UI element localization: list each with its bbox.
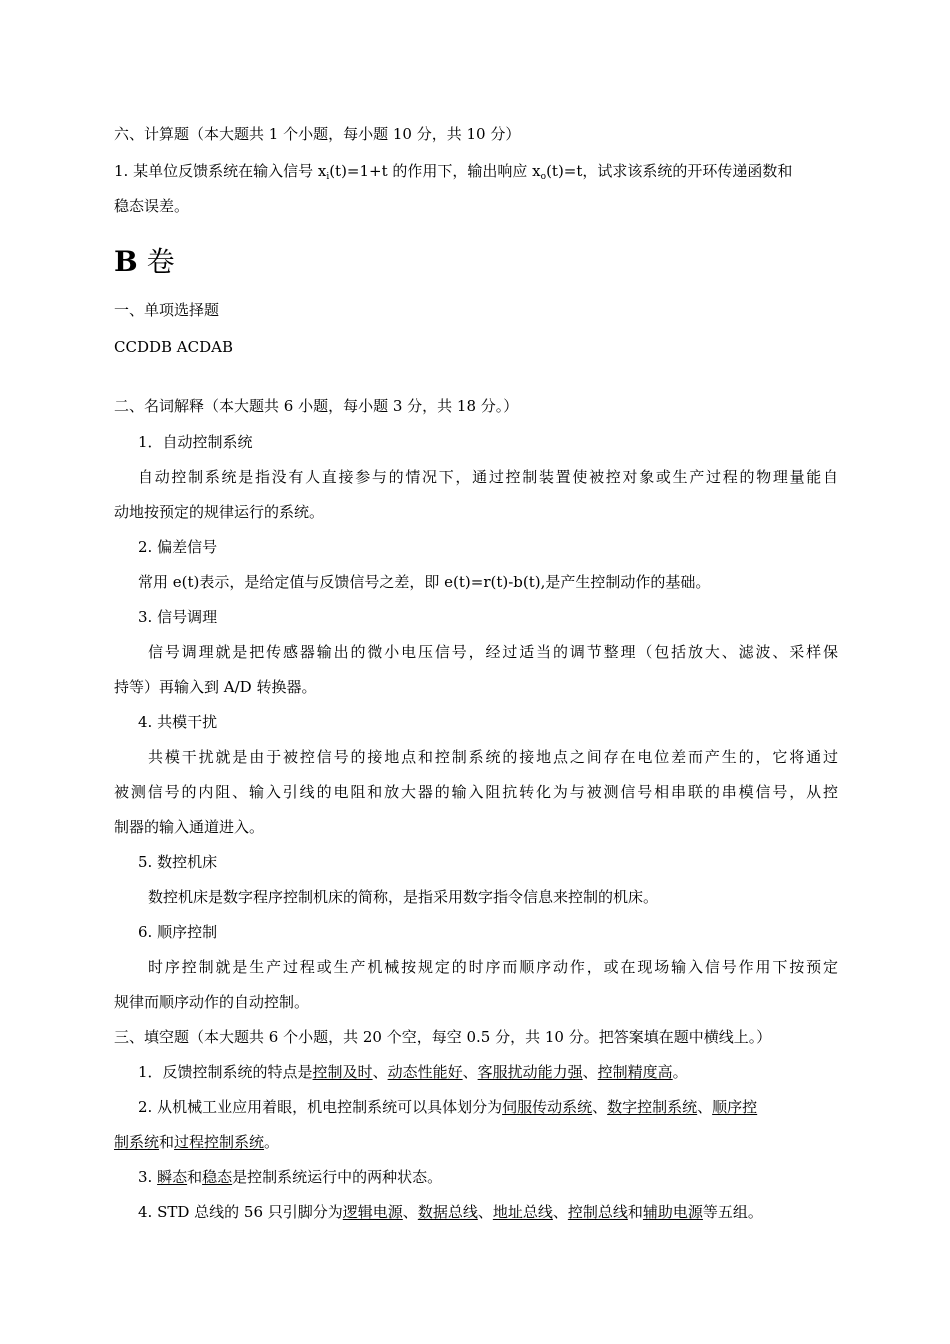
- fill-question-4: [138, 1202, 862, 1222]
- conjunction: 和: [187, 1168, 203, 1186]
- fill-q3-answer-1: 瞬态: [157, 1168, 188, 1186]
- term-6-title: 6. 顺序控制: [138, 923, 218, 941]
- fill-q1-answer-4: 控制精度高: [597, 1063, 673, 1081]
- separator: 、: [462, 1063, 478, 1081]
- fill-q3-prefix: 3.: [138, 1168, 158, 1186]
- fill-q2-prefix: 2. 从机械工业应用着眼，机电控制系统可以具体划分为: [138, 1098, 503, 1116]
- section-3-heading: 三、填空题（本大题共 6 个小题，共 20 个空，每空 0.5 分，共 10 分。把答案填在题中横线上。）: [114, 1028, 772, 1046]
- fill-q4-prefix: 4. STD 总线的 56 只引脚分为: [138, 1203, 343, 1221]
- section-6-heading: 六、计算题（本大题共 1 个小题，每小题 10 分，共 10 分）: [114, 125, 521, 143]
- fill-q3-answer-2: 稳态: [202, 1168, 233, 1186]
- fill-question-2-line2: [114, 1132, 838, 1152]
- separator: 、: [402, 1203, 418, 1221]
- term-4-def-line2: 被测信号的内阻、输入引线的电阻和放大器的输入阻抗转化为与被测信号相串联的串模信号，从控: [114, 783, 838, 801]
- fill-question-2: [138, 1097, 838, 1117]
- fill-q4-suffix: 等五组。: [702, 1203, 763, 1221]
- fill-q1-answer-2: 动态性能好: [387, 1063, 463, 1081]
- term-1-title: 1．自动控制系统: [138, 433, 253, 451]
- fill-q2-answer-3-part2: 制系统: [114, 1133, 160, 1151]
- fill-q2-answer-2: 数字控制系统: [607, 1098, 698, 1116]
- term-4-title: 4. 共模干扰: [138, 713, 218, 731]
- separator: 、: [582, 1063, 598, 1081]
- separator: 、: [372, 1063, 388, 1081]
- term-3-def-line1: 信号调理就是把传感器输出的微小电压信号，经过适当的调节整理（包括放大、滤波、采样保: [148, 643, 838, 661]
- subscript-o: o: [540, 172, 547, 182]
- fill-q2-answer-3-part1: 顺序控: [712, 1098, 758, 1116]
- fill-q4-answer-1: 逻辑电源: [342, 1203, 403, 1221]
- term-1-def-line2: 动地按预定的规律运行的系统。: [114, 503, 325, 521]
- fill-q3-suffix: 是控制系统运行中的两种状态。: [232, 1168, 443, 1186]
- term-4-def-line1: 共模干扰就是由于被控信号的接地点和控制系统的接地点之间存在电位差而产生的，它将通过: [148, 748, 838, 766]
- fill-question-3: [138, 1167, 862, 1187]
- term-5-title: 5. 数控机床: [138, 853, 218, 871]
- choice-answers: CCDDB ACDAB: [114, 338, 233, 356]
- fill-q2-answer-4: 过程控制系统: [174, 1133, 265, 1151]
- term-2-title: 2. 偏差信号: [138, 538, 218, 556]
- period: 。: [672, 1063, 688, 1081]
- term-6-def-line1: 时序控制就是生产过程或生产机械按规定的时序而顺序动作，或在现场输入信号作用下按预定: [148, 958, 838, 976]
- separator: 、: [477, 1203, 493, 1221]
- conjunction: 和: [627, 1203, 643, 1221]
- term-3-def-line2: 持等）再输入到 A/D 转换器。: [114, 678, 317, 696]
- calc-question-1: [114, 161, 838, 181]
- fill-question-1: [138, 1062, 862, 1082]
- calc-q1-text-a: 1. 某单位反馈系统在输入信号 x: [114, 162, 327, 180]
- fill-q4-answer-5: 辅助电源: [642, 1203, 703, 1221]
- fill-q4-answer-4: 控制总线: [567, 1203, 628, 1221]
- term-3-title: 3. 信号调理: [138, 608, 218, 626]
- fill-q1-prefix: 1．反馈控制系统的特点是: [138, 1063, 313, 1081]
- calc-q1-text-b: (t)=1+t 的作用下，输出响应 x: [329, 162, 541, 180]
- section-2-heading: 二、名词解释（本大题共 6 小题，每小题 3 分，共 18 分。）: [114, 397, 519, 415]
- fill-q4-answer-2: 数据总线: [417, 1203, 478, 1221]
- conjunction: 和: [159, 1133, 175, 1151]
- term-1-def-line1: 自动控制系统是指没有人直接参与的情况下，通过控制装置使被控对象或生产过程的物理量能自: [138, 468, 838, 486]
- fill-q2-answer-1: 伺服传动系统: [502, 1098, 593, 1116]
- paper-b-juan: 卷: [137, 245, 175, 278]
- separator: 、: [552, 1203, 568, 1221]
- fill-q4-answer-3: 地址总线: [492, 1203, 553, 1221]
- term-4-def-line3: 制器的输入通道进入。: [114, 818, 265, 836]
- subscript-i: i: [326, 172, 330, 182]
- paper-b-title: [114, 244, 175, 280]
- separator: 、: [592, 1098, 608, 1116]
- term-6-def-line2: 规律而顺序动作的自动控制。: [114, 993, 310, 1011]
- fill-q1-answer-3: 客服扰动能力强: [477, 1063, 583, 1081]
- calc-q1-text-c: (t)=t，试求该系统的开环传递函数和: [546, 162, 793, 180]
- paper-b-letter: B: [114, 245, 138, 278]
- term-5-def: 数控机床是数字程序控制机床的简称，是指采用数字指令信息来控制的机床。: [148, 888, 659, 906]
- term-2-def: 常用 e(t)表示，是给定值与反馈信号之差，即 e(t)=r(t)-b(t),是产生控制动作的基础。: [138, 573, 711, 591]
- fill-q1-answer-1: 控制及时: [312, 1063, 373, 1081]
- separator: 、: [697, 1098, 713, 1116]
- section-1-heading: 一、单项选择题: [114, 301, 220, 319]
- calc-question-1-line2: 稳态误差。: [114, 197, 190, 215]
- period: 。: [264, 1133, 280, 1151]
